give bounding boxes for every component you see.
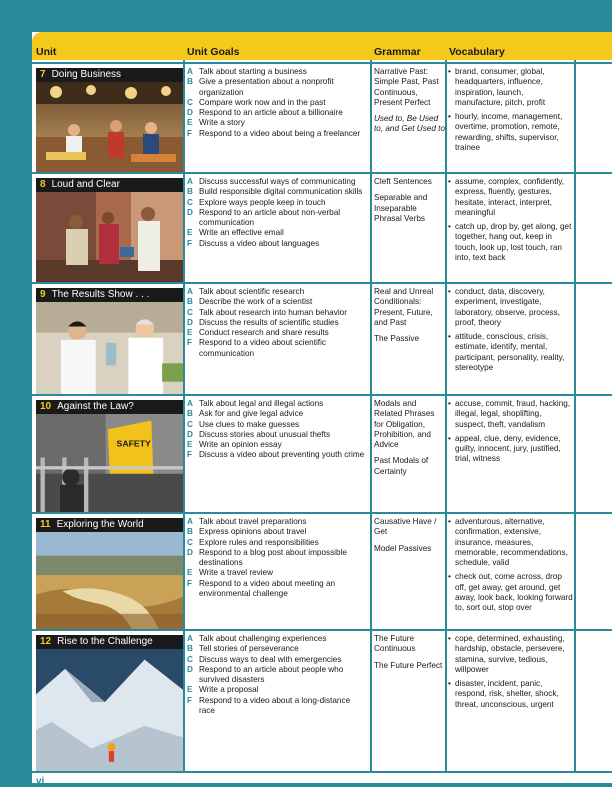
goal-item [187,297,367,307]
goal-text: Talk about legal and illegal actions [199,399,324,408]
page-number: vi [36,776,45,787]
goal-text: Write an opinion essay [199,440,282,450]
goal-text: Respond to a blog post about impossible destinations [199,547,347,568]
goal-item [187,328,367,338]
goal-item [187,568,367,578]
unit-photo [36,414,183,514]
goal-item [187,129,367,139]
goal-text: Respond to a video about a long-distance race [199,695,351,716]
goal-letter: C [187,97,193,107]
goal-text: Discuss a video about preventing youth crime [199,450,365,460]
goal-item [187,644,367,654]
goal-text: Respond to a video about meeting an environmental challenge [199,578,336,599]
goal-letter: B [187,409,193,419]
goal-letter: E [187,228,193,238]
header-goals: Unit Goals [187,46,240,58]
unit-row [32,64,612,174]
goal-item [187,239,367,249]
goal-item [187,198,367,208]
goal-letter: D [187,547,193,557]
goal-text: Write an effective email [199,228,284,238]
goal-item [187,177,367,187]
vocab-item: • appeal, clue, deny, evidence, guilty, innocent, jury, justified, trial, witness [449,434,573,465]
header-unit: Unit [36,46,57,58]
goal-letter: F [187,338,193,348]
vocab-item: • accuse, commit, fraud, hacking, illegal, legal, shoplifting, suspect, theft, vandalism [449,399,573,430]
unit-title: Rise to the Challenge [57,636,153,647]
goal-letter: A [187,67,193,76]
goal-text: Explore rules and responsibilities [199,537,319,547]
unit-goals [187,399,367,461]
vocab-item: • catch up, drop by, get along, get together, hang out, keep in touch, look up, lost touch, ran into, text back [449,222,573,263]
goal-text: Respond to an article about a billionaire [199,108,343,118]
unit-grammar [374,517,446,560]
goal-letter: D [187,429,193,439]
goal-text: Compare work now and in the past [199,97,326,107]
unit-vocabulary [449,287,573,377]
goal-letter: C [187,537,193,547]
goal-letter: C [187,307,193,317]
goal-item [187,118,367,128]
unit-row [32,284,612,396]
goal-letter: A [187,177,193,186]
goal-letter: D [187,207,193,217]
unit-vocabulary [449,517,573,618]
goal-text: Discuss successful ways of communicating [199,177,356,186]
unit-goals [187,634,367,716]
grammar-item: Separable and Inseparable Phrasal Verbs [374,193,428,223]
grammar-item: Model Passives [374,543,432,553]
unit-number: 10 [40,401,52,412]
unit-title-bar [36,400,183,414]
unit-row [32,631,612,771]
goal-letter: B [187,527,193,537]
table-header [32,32,612,60]
goal-text: Discuss a video about languages [199,238,320,248]
goal-item [187,399,367,409]
goal-item [187,318,367,328]
unit-title: Against the Law? [57,401,134,412]
goal-item [187,420,367,430]
grammar-item: Real and Unreal Conditionals: Present, Future, and Past [374,287,434,327]
vocab-item: • hourly, income, management, overtime, promotion, remote, rewarding, shifts, supervisor, trainee [449,112,573,153]
unit-title-bar [36,635,183,649]
goal-item [187,696,367,717]
goal-item [187,287,367,297]
grammar-item: Modals and Related Phrases for Obligation, Prohibition, and Advice [374,399,435,450]
goal-text: Write a travel review [199,568,274,578]
goal-letter: F [187,128,193,138]
goal-letter: F [187,695,193,705]
goal-letter: E [187,118,193,128]
goal-text: Respond to a video about scientific communication [199,338,326,358]
vocab-item: • check out, come across, drop off, get away, get around, get away, look back, looking forward to, sort out, stop over [449,572,573,613]
grammar-item: The Future Continuous [374,634,416,654]
goal-letter: A [187,399,193,408]
goal-letter: D [187,664,193,674]
grammar-item: Cleft Sentences [374,177,432,186]
goal-letter: C [187,197,193,207]
goal-text: Explore ways people keep in touch [199,197,326,207]
unit-goals [187,67,367,139]
grammar-item: Narrative Past: Simple Past, Past Continuous, Present Perfect [374,67,439,107]
unit-title: Doing Business [51,69,122,80]
goal-item [187,538,367,548]
goal-item [187,228,367,238]
unit-goals [187,287,367,359]
unit-number: 7 [40,69,46,80]
goal-letter: E [187,328,193,338]
goal-letter: D [187,108,193,118]
goal-letter: C [187,419,193,429]
unit-number: 12 [40,636,52,647]
goal-text: Talk about scientific research [199,287,305,296]
goal-item [187,67,367,77]
goal-text: Build responsible digital communication skills [199,187,363,197]
grammar-item: The Passive [374,334,420,344]
goal-letter: B [187,644,193,654]
header-grammar: Grammar [374,46,421,58]
goal-letter: B [187,187,193,197]
goal-letter: B [187,77,193,87]
unit-grammar [374,67,446,141]
goal-letter: E [187,440,193,450]
unit-photo [36,82,183,174]
goal-letter: E [187,685,193,695]
goal-item [187,517,367,527]
goal-text: Write a story [199,118,245,128]
goal-text: Discuss ways to deal with emergencies [199,654,342,664]
goal-item [187,450,367,460]
grammar-item: Used to, Be Used to, and Get Used to [374,114,446,134]
unit-row [32,514,612,631]
goal-item [187,579,367,600]
goal-letter: D [187,317,193,327]
vocab-item: • cope, determined, exhausting, hardship, obstacle, persevere, stamina, survive, tedious, willpower [449,634,573,675]
grammar-item: Causative Have / Get [374,517,437,537]
goal-item [187,208,367,229]
grammar-item: The Future Perfect [374,660,443,670]
unit-title: Exploring the World [56,519,144,530]
goal-item [187,655,367,665]
goal-letter: C [187,654,193,664]
goal-letter: F [187,578,193,588]
goal-item [187,634,367,644]
goal-item [187,108,367,118]
goal-item [187,527,367,537]
unit-vocabulary [449,177,573,267]
goal-text: Talk about challenging experiences [199,634,327,643]
unit-title-bar [36,518,183,532]
unit-vocabulary [449,399,573,469]
unit-title: The Results Show . . . [51,289,150,300]
goal-text: Talk about research into human behavior [199,307,347,317]
goal-text: Ask for and give legal advice [199,409,304,419]
unit-title-bar [36,178,183,192]
goal-text: Conduct research and share results [199,328,329,338]
goal-item [187,338,367,359]
unit-photo [36,192,183,284]
vocab-item: • adventurous, alternative, confirmation, extensive, insurance, measures, memorable, recommendations, schedule, valid [449,517,573,568]
unit-number: 11 [40,519,51,530]
goal-text: Express opinions about travel [199,527,307,537]
vocab-item: • attitude, conscious, crisis, estimate, identify, mental, participant, personality, reality, stereotype [449,332,573,373]
goal-text: Respond to an article about non-verbal communication [199,207,341,228]
goal-text: Talk about starting a business [199,67,307,76]
vocab-item: • conduct, data, discovery, experiment, investigate, laboratory, observe, process, proof, theory [449,287,573,328]
goal-letter: A [187,287,193,296]
unit-title-bar [36,288,183,302]
goal-item [187,308,367,318]
goal-letter: F [187,450,193,460]
goal-item [187,187,367,197]
goal-item [187,665,367,686]
unit-photo [36,649,183,771]
goal-text: Respond to a video about being a freelancer [199,128,361,138]
header-vocabulary: Vocabulary [449,46,505,58]
goal-text: Respond to an article about people who survived disasters [199,664,344,685]
vocab-item: • assume, complex, confidently, express, fluently, gestures, hesitate, interact, interpret, meaningful [449,177,573,218]
unit-title-bar [36,68,183,82]
goal-letter: E [187,568,193,578]
page [32,32,612,787]
unit-row [32,174,612,284]
goal-item [187,98,367,108]
vocab-item: • disaster, incident, panic, respond, risk, shelter, shock, threat, unconscious, urgent [449,679,573,710]
unit-vocabulary [449,67,573,157]
unit-photo [36,302,183,396]
unit-vocabulary [449,634,573,714]
grammar-item: Past Modals of Certainty [374,456,429,476]
goal-text: Tell stories of perseverance [199,644,299,654]
goal-text: Describe the work of a scientist [199,297,313,307]
unit-number: 9 [40,289,46,300]
vocab-item: • brand, consumer, global, headquarters, influence, inspiration, launch, manufacture, pitch, profit [449,67,573,108]
goal-item [187,409,367,419]
goal-letter: A [187,517,193,526]
goal-text: Use clues to make guesses [199,419,300,429]
goal-text: Talk about travel preparations [199,517,307,526]
unit-goals [187,517,367,599]
goal-item [187,77,367,98]
unit-row [32,396,612,514]
goal-item [187,440,367,450]
unit-grammar [374,399,446,483]
goal-item [187,548,367,569]
unit-grammar [374,177,446,230]
goal-item [187,430,367,440]
unit-title: Loud and Clear [51,179,120,190]
goal-text: Give a presentation about a nonprofit organization [199,77,334,97]
unit-grammar [374,634,446,677]
svg-text:SAFETY: SAFETY [116,438,151,449]
goal-item [187,685,367,695]
goal-letter: A [187,634,193,643]
goal-letter: F [187,238,193,248]
unit-goals [187,177,367,249]
goal-letter: B [187,297,193,307]
unit-photo [36,532,183,631]
goal-text: Discuss stories about unusual thefts [199,429,331,439]
goal-text: Write a proposal [199,685,259,695]
unit-number: 8 [40,179,46,190]
unit-grammar [374,287,446,350]
goal-text: Discuss the results of scientific studies [199,317,339,327]
